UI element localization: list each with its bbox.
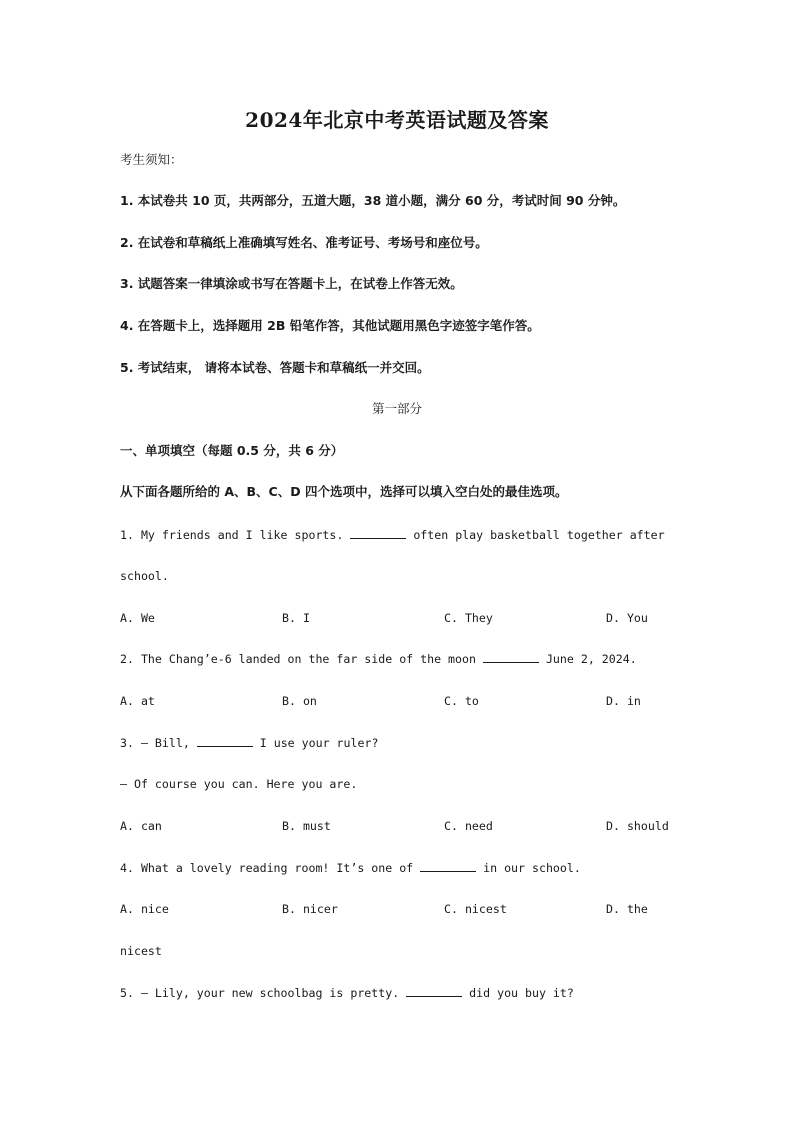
question-4-option-continued: nicest (120, 944, 162, 958)
question-5-stem-after: did you buy it? (462, 986, 574, 1000)
notice-item-2: 2. 在试卷和草稿纸上准确填写姓名、准考证号、考场号和座位号。 (120, 235, 488, 250)
question-1-stem (120, 527, 665, 543)
question-5-stem (120, 985, 574, 1001)
question-1-stem-after: often play basketball together after (406, 528, 665, 542)
question-4-stem (120, 860, 581, 876)
question-3-stem-before: 3. — Bill, (120, 736, 197, 750)
question-3-reply: — Of course you can. Here you are. (120, 777, 358, 791)
question-1-option-c: C. They (444, 611, 493, 625)
notice-item-5: 5. 考试结束， 请将本试卷、答题卡和草稿纸一并交回。 (120, 360, 430, 375)
notice-item-1: 1. 本试卷共 10 页，共两部分，五道大题，38 道小题，满分 60 分，考试时间 90 分钟。 (120, 193, 626, 208)
notice-item-3: 3. 试题答案一律填涂或书写在答题卡上，在试卷上作答无效。 (120, 276, 463, 291)
question-2-option-d: D. in (606, 694, 641, 708)
question-4-option-d: D. the (606, 902, 648, 916)
question-1-stem-continued: school. (120, 569, 169, 583)
answer-blank (406, 985, 462, 997)
question-3-option-d: D. should (606, 819, 669, 833)
question-2-stem-after: June 2, 2024. (538, 652, 637, 666)
question-4-option-b: B. nicer (282, 902, 338, 916)
question-2-stem (120, 651, 637, 667)
question-2-option-b: B. on (282, 694, 317, 708)
question-3-option-a: A. can (120, 819, 162, 833)
question-3-option-c: C. need (444, 819, 493, 833)
question-4-option-c: C. nicest (444, 902, 507, 916)
section-instruction: 从下面各题所给的 A、B、C、D 四个选项中，选择可以填入空白处的最佳选项。 (120, 484, 568, 499)
question-2-stem-before: 2. The Chang’e-6 landed on the far side of the moon (120, 652, 483, 666)
question-5-stem-before: 5. — Lily, your new schoolbag is pretty. (120, 986, 407, 1000)
question-4-stem-after: in our school. (476, 861, 581, 875)
answer-blank (483, 651, 539, 663)
question-3-option-b: B. must (282, 819, 331, 833)
question-3-stem-after: I use your ruler? (252, 736, 379, 750)
question-1-stem-before: 1. My friends and I like sports. (120, 528, 351, 542)
section-heading: 一、单项填空（每题 0.5 分，共 6 分） (120, 443, 344, 458)
question-1-option-d: D. You (606, 611, 648, 625)
question-4-option-a: A. nice (120, 902, 169, 916)
question-2-option-a: A. at (120, 694, 155, 708)
answer-blank (197, 735, 253, 747)
question-1-option-b: B. I (282, 611, 310, 625)
question-1-option-a: A. We (120, 611, 155, 625)
question-3-stem (120, 735, 378, 751)
question-4-stem-before: 4. What a lovely reading room! It’s one of (120, 861, 421, 875)
notice-item-4: 4. 在答题卡上，选择题用 2B 铅笔作答，其他试题用黑色字迹签字笔作答。 (120, 318, 540, 333)
question-2-option-c: C. to (444, 694, 479, 708)
part-title: 第一部分 (371, 401, 422, 416)
answer-blank (420, 860, 476, 872)
exam-title: 2024年北京中考英语试题及答案 (245, 108, 549, 132)
notice-heading: 考生须知： (120, 152, 183, 167)
answer-blank (350, 527, 406, 539)
